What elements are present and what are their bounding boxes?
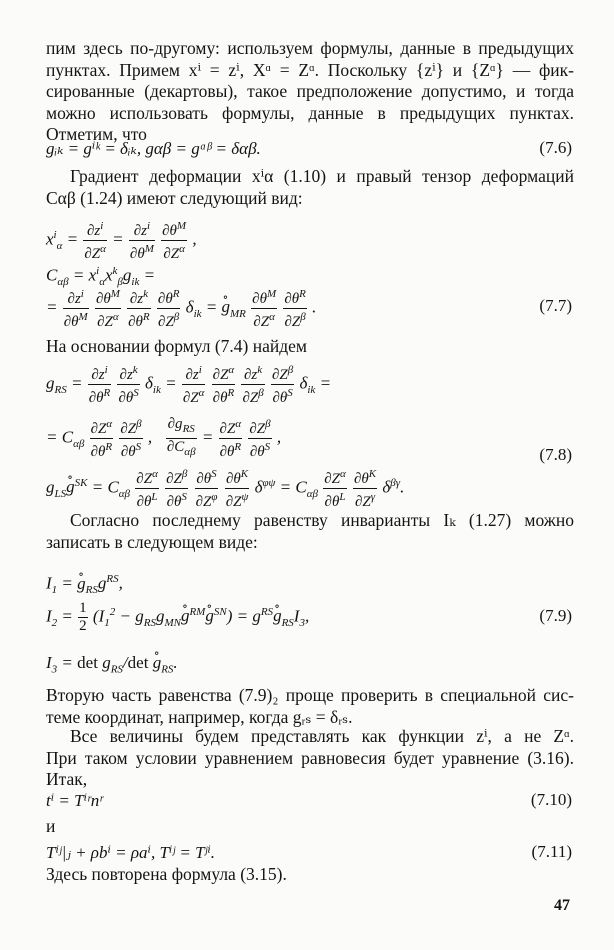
equation-strain-tensor-def: $C_{\alpha\beta} = x^i_\alpha x^k_\beta g_{ik}$ = [46, 265, 156, 289]
equation-7-10: tⁱ = Tⁱʳnʳ [46, 791, 104, 810]
equation-deformation-gradient: $x^i_\alpha$ = $\frac{\partial z^i}{\partial Z^\alpha}$ = $\frac{\partial z^i}{\partial\theta^M}$ $\frac{\partial\theta^M}{\partial Z^\alpha}$ , [46, 220, 197, 262]
page-number: 47 [554, 897, 570, 914]
equation-number-7-7: (7.7) [539, 296, 572, 315]
paragraph-based-on [46, 336, 574, 358]
text-line: При таком условии уравнением равновесия будет уравнение (3.16). [46, 747, 574, 768]
equation-g-ls: $g_{LS}\circ$ $g^{SK} = C_{\alpha\beta}$ $\frac{\partial Z^\alpha}{\partial\theta^L}$ $\frac{\partial Z^\beta}{\partial\theta^S}$ $\frac{\partial\theta^S}{\partial Z^\varphi}$ $\frac{\partial\theta^K}{\partial Z^\psi}$ $\delta^{\varphi\psi} = C_{\alpha\beta}$ $\frac{\partial Z^\alpha}{\partial\theta^L}$ $\frac{\partial\theta^K}{\partial Z^\gamma}$ $\delta^{\beta\gamma}$. [46, 466, 404, 511]
equation-i1: $I_1$ = ∘ $g_{RS}g^{RS}$, [46, 568, 123, 601]
text-line: пунктах. Примем xⁱ = zⁱ, Xᵅ = Zᵅ. Поскольку {zⁱ} и {Zᵅ} — фик- [46, 59, 574, 80]
text-line: Отметим, что [46, 124, 147, 144]
text-line: сированные (декартовы), такое предположение допустимо, и тогда [46, 81, 574, 101]
equation-number-7-8: (7.8) [539, 445, 572, 464]
text-line: пим здесь по-другому: используем формулы, данные в предыдущих [46, 38, 574, 58]
text-line: Все величины будем представлять как функции zⁱ, а не Zᵅ. [70, 726, 574, 746]
text-line: Вторую часть равенства (7.9)₂ проще проверить в специальной сис- [46, 685, 574, 705]
text-line: Согласно последнему равенству инварианты Iₖ (1.27) можно [70, 510, 574, 530]
text-line: теме координат, например, когда gᵣₛ = δᵣₛ. [46, 706, 353, 727]
equation-i3: $I_3 = \det g_{RS}/\det$ ∘ $g_{RS}$. [46, 652, 178, 680]
paragraph-invariants [46, 510, 574, 553]
equation-g-rs: $g_{RS}$ = $\frac{\partial z^i}{\partial\theta^R}$ $\frac{\partial z^k}{\partial\theta^S}$ $\delta_{ik}$ = $\frac{\partial z^i}{\partial Z^\alpha}$ $\frac{\partial Z^\alpha}{\partial\theta^R}$ $\frac{\partial z^k}{\partial Z^\beta}$ $\frac{\partial Z^\beta}{\partial\theta^S}$ $\delta_{ik}$ = [46, 364, 332, 406]
text-line: записать в следующем виде: [46, 531, 258, 552]
text-line: Итак, [46, 769, 88, 789]
equation-strain-tensor-expansion: = $\frac{\partial z^i}{\partial\theta^M}$ $\frac{\partial\theta^M}{\partial Z^\alpha}$ $\frac{\partial z^k}{\partial\theta^R}$ $\frac{\partial\theta^R}{\partial Z^\beta}$ $\delta_{ik}$ = ∘ $g_{MR}$ $\frac{\partial\theta^M}{\partial Z^\alpha}$ $\frac{\partial\theta^R}{\partial Z^\beta}$ . [46, 286, 316, 331]
equation-number-7-10: (7.10) [530, 790, 572, 809]
paragraph-gradient [46, 166, 574, 209]
text-line: Здесь повторена формула (3.15). [46, 864, 287, 884]
equation-number-7-11: (7.11) [531, 842, 572, 861]
paragraph-all-quantities [46, 726, 574, 791]
paragraph-intro [46, 38, 574, 146]
equation-7-6: gᵢₖ = gⁱᵏ = δᵢₖ, gαβ = gᵅᵝ = δαβ. [46, 139, 261, 158]
equation-g-rs-cont: = $C_{\alpha\beta}$ $\frac{\partial Z^\alpha}{\partial\theta^R}$ $\frac{\partial Z^\beta}{\partial\theta^S}$ , $\frac{\partial g_{RS}}{\partial C_{\alpha\beta}}$ = $\frac{\partial Z^\alpha}{\partial\theta^R}$ $\frac{\partial Z^\beta}{\partial\theta^S}$ , [46, 416, 282, 460]
text-line: На основании формул (7.4) найдем [46, 336, 308, 356]
paragraph-second-part [46, 685, 574, 728]
text-line: Cαβ (1.24) имеют следующий вид: [46, 187, 303, 208]
equation-i2: $I_2$ = $\frac{1}{2}$ ($I_1^2$ − $g_{RS}g_{MN}\circ$ $g^{RM}\circ$ $g^{SN}$) = $g^{RS}\circ$ $g_{RS}I_3$, [46, 600, 309, 635]
word-and: и [46, 816, 56, 836]
equation-number-7-6: (7.6) [539, 138, 572, 157]
text-line: Градиент деформации xⁱα (1.10) и правый тензор деформаций [70, 166, 574, 186]
text-line: можно использовать формулы, данные в предыдущих пунктах. [46, 102, 574, 123]
equation-7-11: Tⁱʲ|ⱼ + ρbⁱ = ρaⁱ, Tⁱʲ = Tʲⁱ. [46, 843, 216, 862]
paragraph-repeated [46, 864, 574, 886]
equation-number-7-9: (7.9) [539, 606, 572, 625]
